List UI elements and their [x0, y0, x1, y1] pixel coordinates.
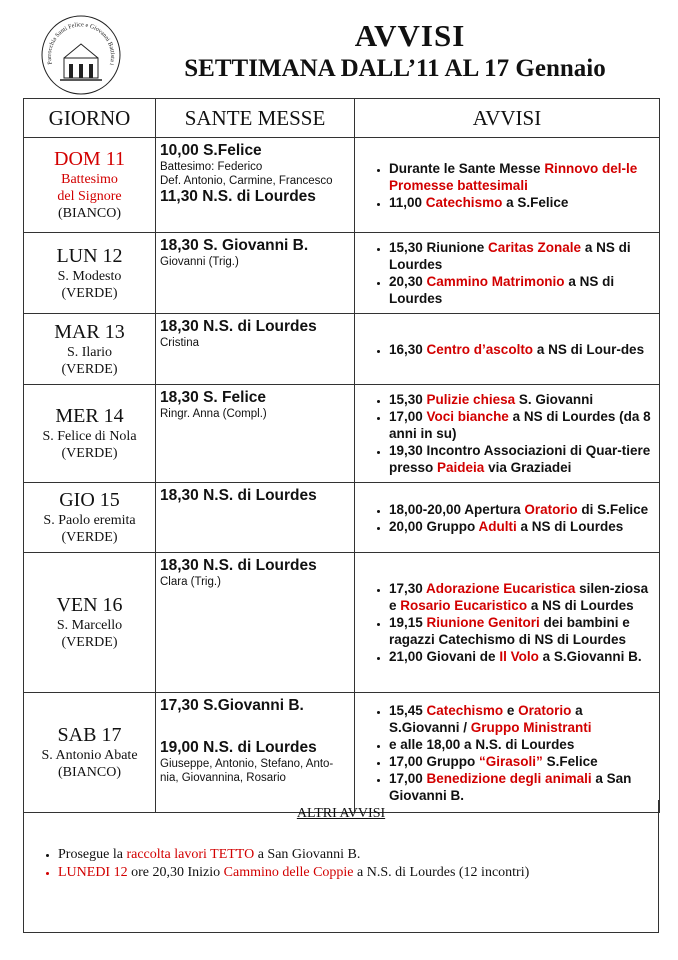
notices-cell	[355, 553, 660, 693]
saint-name: S. Ilario	[66, 344, 113, 360]
notice-text: 15,30	[389, 392, 427, 407]
notice-text: 11,00	[389, 194, 426, 210]
day-cell	[24, 233, 156, 314]
mass-time: 19,00 N.S. di Lourdes	[160, 739, 317, 756]
schedule-table	[23, 98, 660, 813]
masses-cell	[156, 138, 355, 233]
notices-cell	[355, 138, 660, 233]
day-label: MAR 13	[54, 320, 125, 343]
notice-item	[389, 391, 655, 408]
highlight-text: raccolta lavori TETTO	[126, 847, 255, 862]
notice-item	[389, 736, 655, 753]
highlight-text: Rinnovo del-le Promesse battesimali	[389, 160, 638, 193]
highlight-text: Oratorio	[518, 702, 572, 718]
mass-intention: Giuseppe, Antonio, Stefano, Anto-nia, Giovannina, Rosario	[160, 758, 334, 784]
notice-text: 19,15	[389, 615, 427, 630]
notice-item	[389, 648, 655, 665]
highlight-text: Catechismo	[425, 194, 503, 210]
saint-name: S. Paolo eremita	[43, 513, 136, 528]
notice-item	[389, 518, 655, 535]
altri-avvisi-list	[24, 846, 658, 882]
notice-text: 20,00 Gruppo	[389, 518, 479, 534]
notice-text: a NS di Lourdes (da 8 anni in su)	[389, 409, 651, 441]
mass-intention: Battesimo: Federico	[160, 161, 263, 173]
parish-logo	[40, 14, 122, 96]
page-subtitle: SETTIMANA DALL’11 AL 17 Gennaio	[184, 55, 606, 82]
notice-text: di S.Felice	[577, 501, 649, 517]
notice-text: 17,30	[389, 581, 427, 596]
notices-cell	[355, 693, 660, 813]
notice-text: Prosegue la	[58, 847, 127, 862]
saint-name: Battesimo	[61, 172, 118, 187]
highlight-text: “Girasoli”	[479, 753, 543, 769]
day-cell	[24, 138, 156, 233]
notice-text: a NS di Lourdes	[516, 518, 624, 534]
mass-intention: Def. Antonio, Carmine, Francesco	[160, 175, 333, 187]
highlight-text: Adulti	[478, 518, 517, 534]
mass-time: 18,30 N.S. di Lourdes	[160, 557, 317, 574]
notice-list	[355, 391, 655, 476]
logo-text: Parrocchia Santi Felice e Giovanni Battista i	[45, 21, 117, 66]
notice-text: e	[503, 702, 519, 718]
day-label: DOM 11	[54, 148, 125, 170]
header-messe: SANTE MESSE	[156, 99, 355, 138]
notice-text: 17,00 Gruppo	[389, 753, 480, 769]
masses-cell	[156, 385, 355, 483]
notice-text: a S.Giovanni B.	[538, 649, 642, 664]
highlight-text: Il Volo	[499, 649, 539, 664]
day-cell	[24, 693, 156, 813]
notice-text: dei bambini e ragazzi Catechismo di NS di Lourdes	[389, 615, 630, 647]
mass-intention: Giovanni (Trig.)	[160, 256, 239, 268]
notice-text: silen-ziosa e	[389, 581, 649, 613]
day-label: SAB 17	[57, 724, 122, 746]
masses-cell	[156, 693, 355, 813]
table-header-row	[24, 99, 660, 138]
notice-text: a San Giovanni B.	[389, 770, 632, 803]
mass-intention: Clara (Trig.)	[160, 576, 221, 588]
highlight-text: Centro d’ascolto	[426, 341, 534, 357]
notice-text: a NS di Lourdes	[527, 598, 634, 613]
notice-list	[355, 580, 655, 665]
notices-cell	[355, 314, 660, 385]
notice-text: 17,00	[389, 770, 427, 786]
masses-cell	[156, 483, 355, 553]
notice-text: a N.S. di Lourdes (12 incontri)	[353, 865, 530, 880]
liturgical-color: (BIANCO)	[58, 206, 121, 221]
highlight-text: Gruppo Ministranti	[470, 719, 592, 735]
notice-text: 15,30 Riunione	[389, 240, 489, 255]
notice-item	[389, 753, 655, 770]
table-row	[24, 693, 660, 813]
notice-text: a San Giovanni B.	[254, 847, 361, 862]
notices-cell	[355, 233, 660, 314]
liturgical-color: (BIANCO)	[58, 765, 121, 780]
notice-text: a NS di Lourdes	[389, 274, 615, 306]
highlight-text: LUNEDI 12	[58, 865, 128, 880]
mass-time: 18,30 N.S. di Lourdes	[160, 487, 317, 504]
notice-list	[355, 702, 655, 804]
mass-time: 18,30 S. Felice	[160, 389, 266, 406]
notice-text: a NS di Lour-des	[533, 341, 645, 357]
mass-time: 18,30 N.S. di Lourdes	[160, 318, 317, 335]
liturgical-color: (VERDE)	[61, 530, 118, 545]
notice-text: S. Giovanni	[515, 392, 594, 407]
notice-text: Durante le Sante Messe	[389, 160, 545, 176]
notice-text: e alle 18,00 a N.S. di Lourdes	[389, 736, 575, 752]
highlight-text: Catechismo	[426, 702, 504, 718]
highlight-text: Cammino Matrimonio	[426, 274, 565, 289]
mass-time: 18,30 S. Giovanni B.	[160, 237, 309, 254]
notice-text: a S.Felice	[502, 194, 569, 210]
notice-item	[389, 442, 655, 476]
altri-avvisi-title: ALTRI AVVISI	[296, 806, 386, 821]
header-giorno: GIORNO	[24, 99, 156, 138]
mass-time: 11,30 N.S. di Lourdes	[160, 188, 316, 205]
mass-intention: Ringr. Anna (Compl.)	[160, 408, 267, 420]
table-row	[24, 483, 660, 553]
notice-list	[355, 341, 655, 358]
notice-list	[355, 501, 655, 535]
notice-item	[389, 580, 655, 614]
table-row	[24, 314, 660, 385]
day-label: GIO 15	[59, 489, 120, 511]
highlight-text: Riunione Genitori	[426, 615, 540, 630]
liturgical-color: (VERDE)	[61, 446, 118, 461]
day-cell	[24, 553, 156, 693]
table-row	[24, 138, 660, 233]
altri-avvisi-box	[23, 800, 659, 933]
day-label: LUN 12	[56, 244, 123, 267]
notice-list	[355, 239, 655, 307]
notice-text: via Graziadei	[484, 460, 572, 475]
highlight-text: Caritas Zonale	[488, 240, 582, 255]
notice-item	[389, 702, 655, 736]
saint-name-2: del Signore	[57, 189, 122, 204]
day-label: MER 14	[55, 405, 124, 427]
liturgical-color: (VERDE)	[61, 635, 118, 650]
notice-item	[389, 273, 655, 307]
notice-text: a S.Giovanni /	[389, 702, 583, 735]
notice-text: 19,30 Incontro Associazioni di Quar-tiere presso	[389, 443, 651, 475]
notice-item	[389, 770, 655, 804]
notice-text: a NS di Lourdes	[389, 240, 631, 272]
highlight-text: Paideia	[437, 460, 485, 475]
notice-item	[389, 501, 655, 518]
highlight-text: Voci bianche	[426, 409, 509, 424]
masses-cell	[156, 233, 355, 314]
notices-cell	[355, 385, 660, 483]
day-cell	[24, 385, 156, 483]
notice-text: S.Felice	[542, 753, 598, 769]
day-cell	[24, 483, 156, 553]
table-row	[24, 233, 660, 314]
table-row	[24, 553, 660, 693]
notices-cell	[355, 483, 660, 553]
altri-item	[58, 846, 658, 864]
notice-text: 21,00 Giovani de	[389, 649, 500, 664]
day-label: VEN 16	[56, 594, 123, 616]
mass-time: 17,30 S.Giovanni B.	[160, 697, 304, 714]
highlight-text: Cammino delle Coppie	[223, 865, 354, 880]
altri-item	[58, 864, 658, 882]
liturgical-color: (VERDE)	[61, 285, 118, 301]
notice-text: 15,45	[389, 702, 427, 718]
liturgical-color: (VERDE)	[61, 361, 118, 377]
notice-item	[389, 614, 655, 648]
saint-name: S. Felice di Nola	[42, 429, 137, 444]
notice-item	[389, 194, 655, 211]
mass-time: 10,00 S.Felice	[160, 142, 262, 159]
day-cell	[24, 314, 156, 385]
highlight-text: Adorazione Eucaristica	[426, 581, 576, 596]
page-title: AVVISI	[354, 18, 466, 53]
masses-cell	[156, 314, 355, 385]
notice-text: 20,30	[389, 274, 427, 289]
notice-text: 18,00-20,00 Apertura	[389, 501, 525, 517]
highlight-text: Rosario Eucaristico	[400, 598, 528, 613]
table-row	[24, 385, 660, 483]
header-avvisi: AVVISI	[355, 99, 660, 138]
notice-list	[355, 160, 655, 211]
notice-item	[389, 408, 655, 442]
saint-name: S. Marcello	[56, 618, 123, 633]
notice-text: 16,30	[389, 341, 427, 357]
highlight-text: Oratorio	[524, 501, 578, 517]
saint-name: S. Antonio Abate	[41, 748, 138, 763]
notice-text: 17,00	[389, 409, 427, 424]
notice-item	[389, 341, 655, 358]
masses-cell	[156, 553, 355, 693]
notice-item	[389, 239, 655, 273]
saint-name: S. Modesto	[57, 268, 122, 284]
highlight-text: Pulizie chiesa	[426, 392, 516, 407]
highlight-text: Benedizione degli animali	[426, 770, 592, 786]
notice-item	[389, 160, 655, 194]
mass-intention: Cristina	[160, 337, 199, 349]
notice-text: ore 20,30 Inizio	[127, 865, 224, 880]
